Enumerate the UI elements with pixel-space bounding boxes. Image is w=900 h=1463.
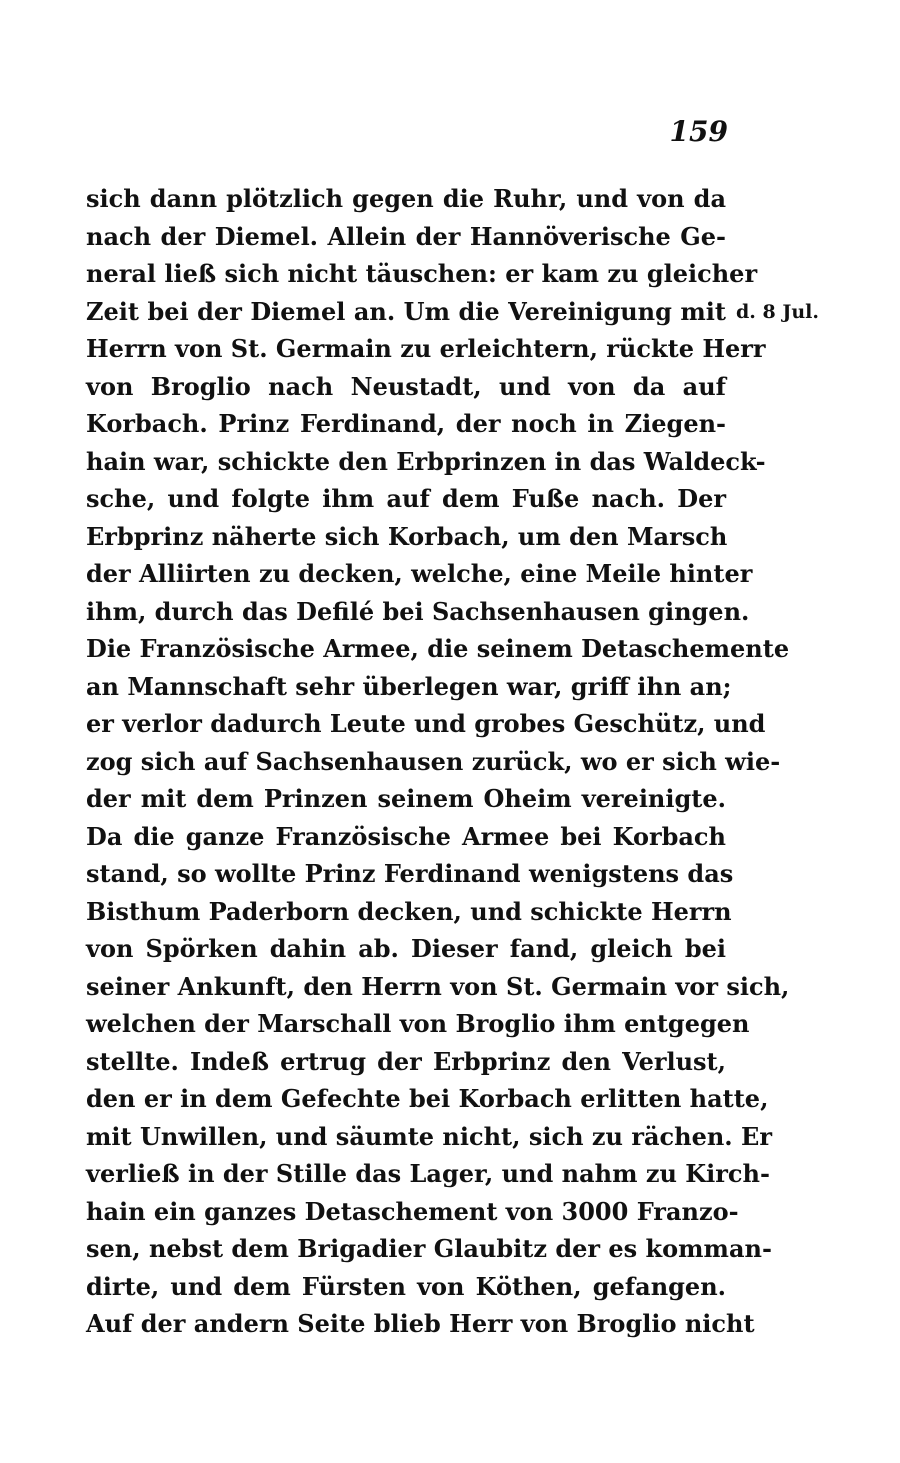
- text-line: hain war, schickte den Erbprinzen in das Waldeck-: [86, 446, 766, 476]
- text-line: der mit dem Prinzen seinem Oheim vereinigte.: [86, 784, 726, 813]
- text-line: welchen der Marschall von Broglio ihm entgegen: [86, 1009, 750, 1038]
- text-line: sich dann plötzlich gegen die Ruhr, und von da: [86, 184, 726, 213]
- text-line: stellte. Indeß ertrug der Erbprinz den Verlust,: [86, 1046, 726, 1076]
- text-line: mit Unwillen, und säumte nicht, sich zu rächen. Er: [86, 1121, 772, 1151]
- margin-note-date: d. 8 Jul.: [736, 301, 819, 323]
- text-line: stand, so wollte Prinz Ferdinand wenigstens das: [86, 859, 734, 888]
- text-line: Da die ganze Französische Armee bei Korbach: [86, 821, 726, 851]
- text-line: von Spörken dahin ab. Dieser fand, gleich bei: [86, 934, 726, 963]
- text-line: seiner Ankunft, den Herrn von St. Germain vor sich,: [86, 971, 790, 1001]
- text-line: Auf der andern Seite blieb Herr von Broglio nicht: [86, 1309, 755, 1338]
- text-line: ihm, durch das Defilé bei Sachsenhausen gingen.: [86, 596, 750, 626]
- page-number: 159: [669, 115, 728, 148]
- text-line: Bisthum Paderborn decken, und schickte Herrn: [86, 896, 732, 926]
- text-line: nach der Diemel. Allein der Hannöverische Ge-: [86, 221, 726, 251]
- text-line: von Broglio nach Neustadt, und von da auf: [86, 371, 726, 401]
- text-line: sen, nebst dem Brigadier Glaubitz der es komman-: [86, 1234, 772, 1263]
- text-line: Die Französische Armee, die seinem Detaschemente: [86, 634, 790, 663]
- text-line: zog sich auf Sachsenhausen zurück, wo er sich wie-: [86, 746, 781, 776]
- text-line: der Alliirten zu decken, welche, eine Meile hinter: [86, 559, 753, 588]
- text-line: Zeit bei der Diemel an. Um die Vereinigung mit: [86, 296, 726, 326]
- text-line: sche, und folgte ihm auf dem Fuße nach. Der: [86, 484, 726, 513]
- text-line: verließ in der Stille das Lager, und nahm zu Kirch-: [86, 1159, 770, 1188]
- text-line: Erbprinz näherte sich Korbach, um den Marsch: [86, 521, 728, 551]
- text-line: dirte, und dem Fürsten von Köthen, gefangen.: [86, 1271, 726, 1301]
- text-line: neral ließ sich nicht täuschen: er kam zu gleicher: [86, 259, 758, 288]
- text-line: an Mannschaft sehr überlegen war, griff ihn an;: [86, 671, 732, 701]
- text-line: hain ein ganzes Detaschement von 3000 Franzo-: [86, 1196, 739, 1226]
- text-line: Herrn von St. Germain zu erleichtern, rückte Herr: [86, 334, 766, 363]
- text-line: den er in dem Gefechte bei Korbach erlitten hatte,: [86, 1084, 769, 1113]
- text-line: Korbach. Prinz Ferdinand, der noch in Ziegen-: [86, 409, 726, 438]
- text-line: er verlor dadurch Leute und grobes Geschütz, und: [86, 709, 766, 738]
